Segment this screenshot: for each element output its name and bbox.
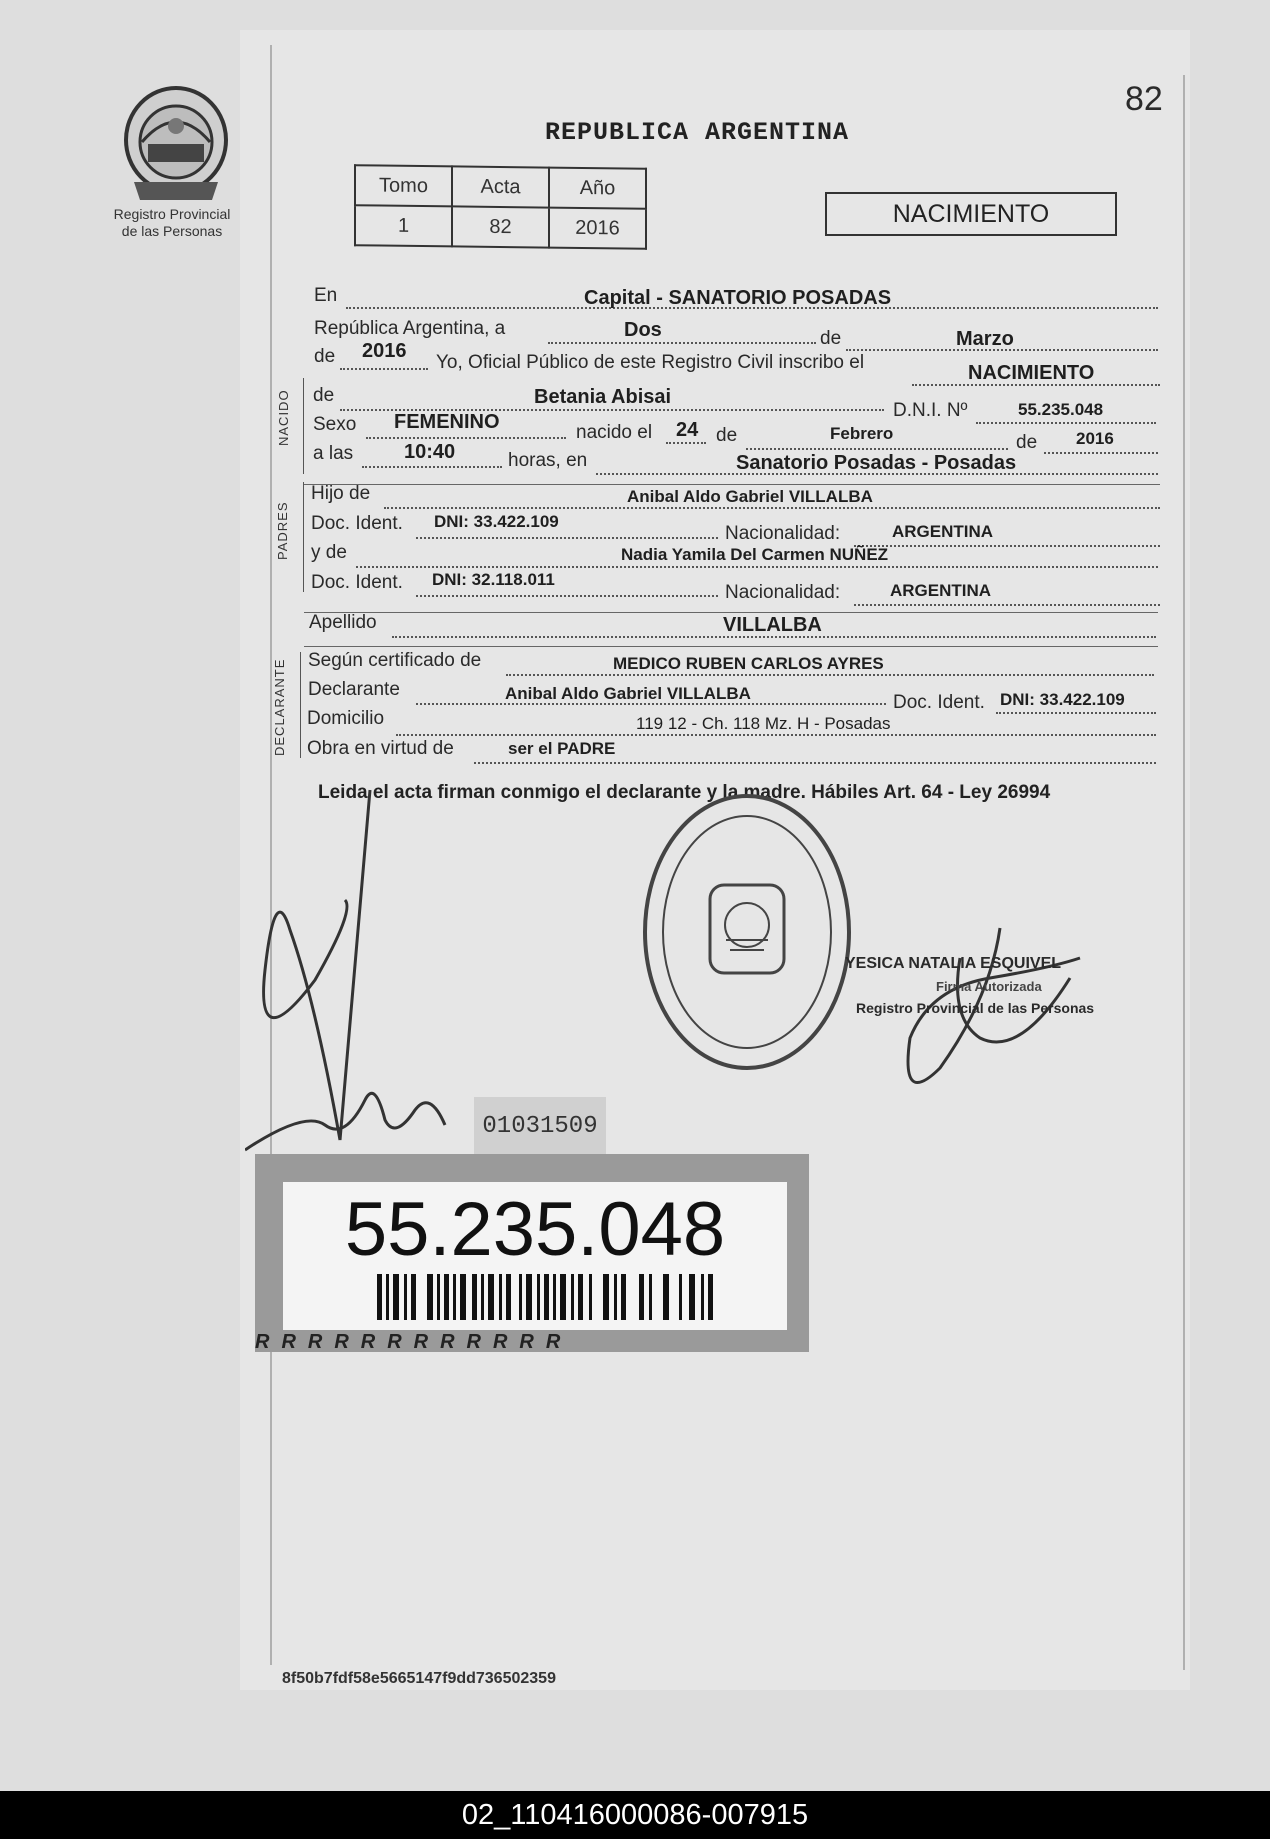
document-type-box: NACIMIENTO (825, 192, 1117, 236)
value-sexo: FEMENINO (394, 411, 500, 433)
value-domicilio: 119 12 - Ch. 118 Mz. H - Posadas (636, 714, 891, 733)
dots-doc-madre (416, 595, 718, 597)
document-title: REPUBLICA ARGENTINA (545, 118, 850, 147)
value-dni: 55.235.048 (1018, 400, 1104, 419)
dots-doc-declarante (996, 712, 1156, 714)
label-horas-en: horas, en (508, 450, 588, 471)
page-number: 82 (1125, 80, 1163, 118)
label-doc-padre: Doc. Ident. (311, 513, 403, 534)
dots-dni (976, 422, 1156, 424)
value-anio-acta: 2016 (362, 340, 407, 362)
header-anio: Año (549, 168, 646, 209)
province-seal-logo (120, 82, 232, 204)
label-republica: República Argentina, a (314, 318, 506, 339)
value-doc-madre: DNI: 32.118.011 (432, 570, 555, 589)
label-oficial: Yo, Oficial Público de este Registro Civil inscribo el (436, 352, 865, 373)
label-a-las: a las (313, 443, 354, 464)
value-dia: Dos (624, 319, 662, 341)
header-acta: Acta (452, 166, 549, 207)
label-doc-madre: Doc. Ident. (311, 572, 403, 593)
label-de-mes: de (820, 328, 842, 349)
value-apellido: VILLALBA (723, 614, 822, 636)
value-declarante: Anibal Aldo Gabriel VILLALBA (505, 684, 751, 703)
label-y-de: y de (311, 542, 347, 563)
value-mes: Marzo (956, 328, 1014, 350)
signer-role: Firma Autorizada (936, 979, 1042, 994)
value-nombre: Betania Abisai (534, 386, 672, 408)
label-declarante: Declarante (308, 679, 400, 700)
value-anio-nac: 2016 (1076, 429, 1114, 448)
value-anio: 2016 (549, 208, 646, 249)
value-doc-padre: DNI: 33.422.109 (434, 512, 559, 531)
padres-separator (303, 482, 304, 592)
value-tomo: 1 (355, 205, 452, 246)
label-certificado: Según certificado de (308, 650, 482, 671)
label-hijo-de: Hijo de (311, 483, 371, 504)
section-label-declarante: DECLARANTE (272, 658, 287, 756)
id-label (255, 1154, 809, 1352)
label-de-nombre: de (313, 385, 335, 406)
serial-number: 01031509 (474, 1097, 606, 1157)
signer-organization: Registro Provincial de las Personas (856, 1000, 1095, 1016)
dots-domicilio (396, 734, 1156, 736)
nacido-bottom-rule (304, 484, 1160, 485)
dots-madre (356, 566, 1158, 568)
document-hash: 8f50b7fdf58e5665147f9dd736502359 (282, 1670, 556, 1687)
padres-bottom-rule (304, 612, 1158, 613)
acta-table (354, 164, 647, 250)
dots-obra (474, 762, 1156, 764)
dots-sexo (366, 437, 566, 439)
value-padre: Anibal Aldo Gabriel VILLALBA (627, 487, 873, 506)
header-tomo: Tomo (355, 165, 452, 206)
label-domicilio: Domicilio (307, 708, 385, 729)
declarant-signature (245, 780, 465, 1160)
nacido-separator (303, 378, 304, 474)
label-nac-padre: Nacionalidad: (725, 523, 841, 544)
official-stamp (640, 790, 855, 1075)
value-madre: Nadia Yamila Del Carmen NUÑEZ (621, 545, 889, 564)
label-obra: Obra en virtud de (307, 738, 454, 759)
value-nac-madre: ARGENTINA (890, 581, 992, 600)
registry-caption-line1: Registro Provincial (113, 206, 231, 222)
id-label-pattern: RRRRRRRRRRRR (255, 1331, 573, 1352)
label-de-anio-nac: de (1016, 432, 1038, 453)
dots-mes-nac (746, 448, 1008, 450)
label-en: En (314, 285, 338, 306)
value-lugar: Capital - SANATORIO POSADAS (584, 287, 892, 309)
dots-padre (384, 507, 1160, 509)
declarante-separator (300, 652, 301, 758)
registry-caption (92, 206, 252, 240)
dots-dia (548, 342, 816, 344)
value-acta: 82 (452, 206, 549, 247)
dots-nac-madre (854, 604, 1160, 606)
value-nac-padre: ARGENTINA (892, 522, 994, 541)
signer-name: YESICA NATALIA ESQUIVEL (845, 955, 1062, 972)
value-certificado: MEDICO RUBEN CARLOS AYRES (613, 654, 884, 673)
right-margin-line (1183, 75, 1185, 1670)
label-de-mes-nac: de (716, 425, 738, 446)
dots-anio-nac (1044, 452, 1158, 454)
label-nac-madre: Nacionalidad: (725, 582, 841, 603)
barcode (377, 1274, 713, 1320)
dots-anio (340, 368, 428, 370)
section-label-padres: PADRES (275, 501, 290, 560)
label-apellido: Apellido (309, 612, 377, 633)
registry-caption-line2: de las Personas (121, 223, 223, 239)
apellido-bottom-rule (304, 646, 1158, 647)
dots-hora (362, 466, 502, 468)
id-label-number: 55.235.048 (344, 1187, 726, 1272)
value-obra: ser el PADRE (508, 739, 616, 758)
dots-doc-padre (416, 537, 718, 539)
section-label-nacido: NACIDO (276, 389, 291, 446)
label-doc-declarante: Doc. Ident. (893, 692, 985, 713)
label-nacido-el: nacido el (576, 422, 653, 443)
value-doc-declarante: DNI: 33.422.109 (1000, 690, 1125, 709)
footer-file-id: 02_110416000086-007915 (0, 1791, 1270, 1839)
value-lugar-nac: Sanatorio Posadas - Posadas (736, 452, 1017, 474)
label-sexo: Sexo (313, 414, 357, 435)
label-de-anio: de (314, 346, 336, 367)
value-dia-nac: 24 (676, 419, 699, 441)
value-mes-nac: Febrero (830, 424, 894, 443)
dots-dia-nac (666, 442, 706, 444)
id-label-panel (283, 1182, 787, 1330)
closing-text: Leida el acta firman conmigo el declarante y la madre. Hábiles Art. 64 - Ley 26994 (318, 782, 1051, 803)
value-tipo: NACIMIENTO (968, 362, 1095, 384)
label-dni: D.N.I. Nº (893, 400, 968, 421)
dots-certificado (506, 674, 1154, 676)
value-hora: 10:40 (404, 441, 456, 463)
dots-nac-padre (854, 545, 1160, 547)
